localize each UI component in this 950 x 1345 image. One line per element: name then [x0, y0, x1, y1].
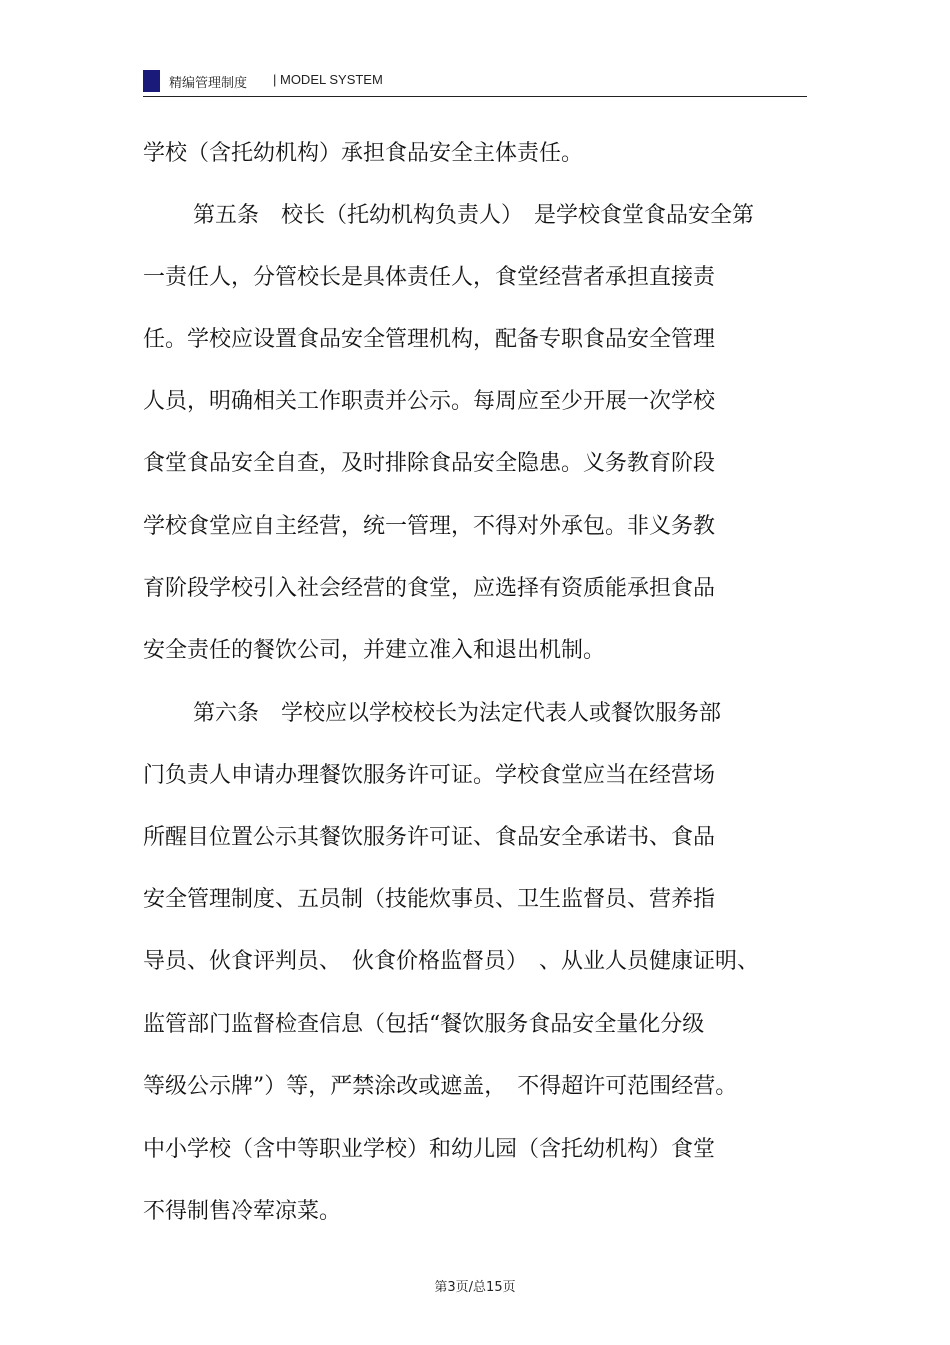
- body-line: 中小学校（含中等职业学校）和幼儿园（含托幼机构）食堂: [143, 1137, 716, 1162]
- body-line: 安全管理制度、五员制（技能炊事员、卫生监督员、营养指: [143, 887, 716, 912]
- body-line: 监管部门监督检查信息（包括“餐饮服务食品安全量化分级: [143, 1012, 705, 1037]
- page-number: 第3页/总15页: [434, 1280, 516, 1295]
- page-header: [143, 66, 807, 97]
- body-line: 食堂食品安全自查，及时排除食品安全隐患。义务教育阶段: [143, 451, 716, 476]
- body-line: 导员、伙食评判员、 伙食价格监督员） 、从业人员健康证明、: [143, 949, 760, 974]
- header-subtitle: | MODEL SYSTEM: [273, 72, 383, 87]
- body-line: 安全责任的餐饮公司，并建立准入和退出机制。: [143, 638, 606, 663]
- body-line: 门负责人申请办理餐饮服务许可证。学校食堂应当在经营场: [143, 763, 716, 788]
- body-line: 第六条 学校应以学校校长为法定代表人或餐饮服务部: [193, 701, 722, 726]
- body-line: 育阶段学校引入社会经营的食堂，应选择有资质能承担食品: [143, 576, 716, 601]
- body-line: 学校（含托幼机构）承担食品安全主体责任。: [143, 141, 584, 166]
- body-line: 一责任人，分管校长是具体责任人，食堂经营者承担直接责: [143, 265, 716, 290]
- body-line: 学校食堂应自主经营，统一管理，不得对外承包。非义务教: [143, 514, 716, 539]
- body-line: 任。学校应设置食品安全管理机构，配备专职食品安全管理: [143, 327, 716, 352]
- body-line: 人员，明确相关工作职责并公示。每周应至少开展一次学校: [143, 389, 716, 414]
- body-line: 所醒目位置公示其餐饮服务许可证、食品安全承诺书、食品: [143, 825, 716, 850]
- header-title: 精编管理制度: [169, 76, 248, 91]
- body-line: 不得制售冷荤凉菜。: [143, 1199, 342, 1224]
- body-line: 第五条 校长（托幼机构负责人） 是学校食堂食品安全第: [193, 203, 755, 228]
- body-line: 等级公示牌”）等，严禁涂改或遮盖， 不得超许可范围经营。: [143, 1074, 738, 1099]
- logo-icon: [143, 70, 160, 92]
